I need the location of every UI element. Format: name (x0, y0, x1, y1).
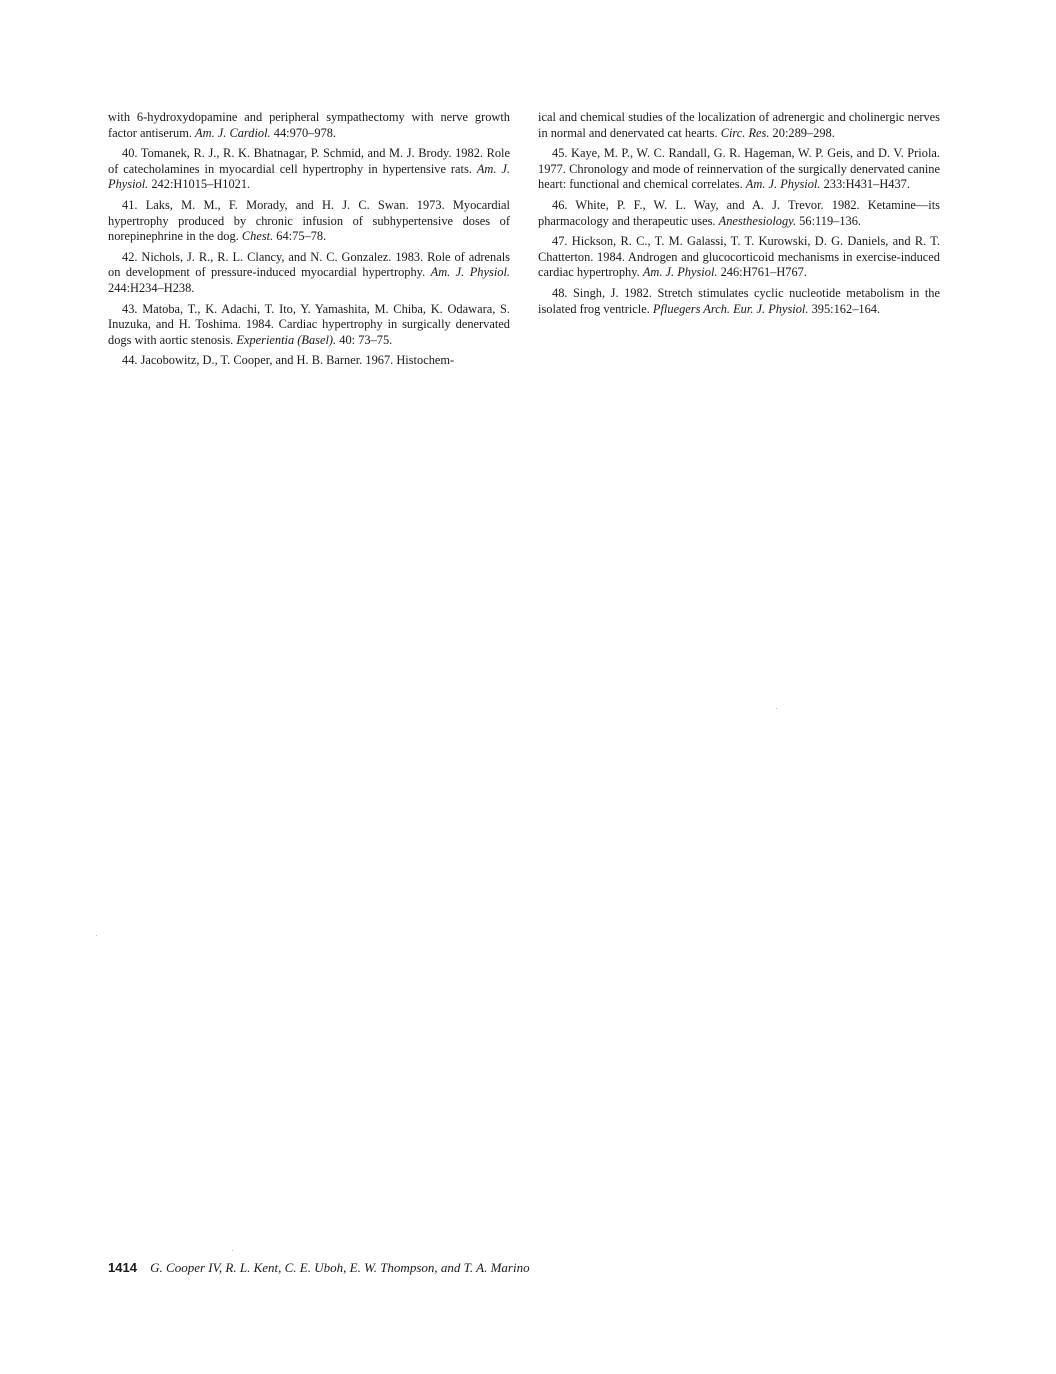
page-number: 1414 (108, 1260, 137, 1275)
reference-42: 42. Nichols, J. R., R. L. Clancy, and N. C. Gonzalez. 1983. Role of adrenals on development of pressure-induced myocardial hypertrophy. Am. J. Physiol. 244:H234–H238. (108, 249, 510, 295)
scan-speck (96, 935, 97, 936)
reference-44-continued: ical and chemical studies of the localization of adrenergic and cholinergic nerves in normal and denervated cat hearts. Circ. Res. 20:289–298. (538, 110, 940, 140)
reference-46: 46. White, P. F., W. L. Way, and A. J. Trevor. 1982. Ketamine—its pharmacology and therapeutic uses. Anesthesiology. 56:119–136. (538, 197, 940, 228)
reference-43: 43. Matoba, T., K. Adachi, T. Ito, Y. Yamashita, M. Chiba, K. Odawara, S. Inuzuka, and H. Toshima. 1984. Cardiac hypertrophy in surgically denervated dogs with aortic stenosis. Experientia (Basel). 40: 73–75. (108, 301, 510, 347)
running-authors: G. Cooper IV, R. L. Kent, C. E. Uboh, E. W. Thompson, and T. A. Marino (150, 1260, 530, 1275)
reference-40: 40. Tomanek, R. J., R. K. Bhatnagar, P. Schmid, and M. J. Brody. 1982. Role of catecholamines in myocardial cell hypertrophy in hypertensive rats. Am. J. Physiol. 242:H1015–H1021. (108, 146, 511, 192)
right-column (538, 110, 940, 322)
reference-45: 45. Kaye, M. P., W. C. Randall, G. R. Hageman, W. P. Geis, and D. V. Priola. 1977. Chronology and mode of reinnervation of the surgically denervated canine heart: functional and chemical correlates. Am. J. Physiol. 233:H431–H437. (538, 146, 940, 192)
reference-44: 44. Jacobowitz, D., T. Cooper, and H. B. Barner. 1967. Histochem- (122, 353, 455, 368)
reference-41: 41. Laks, M. M., F. Morady, and H. J. C. Swan. 1973. Myocardial hypertrophy produced by chronic infusion of subhypertensive doses of norepinephrine in the dog. Chest. 64:75–78. (108, 197, 510, 244)
reference-48: 48. Singh, J. 1982. Stretch stimulates cyclic nucleotide metabolism in the isolated frog ventricle. Pfluegers Arch. Eur. J. Physiol. 395:162–164. (538, 285, 940, 316)
page-footer (108, 1260, 530, 1276)
left-column (108, 110, 510, 374)
reference-47: 47. Hickson, R. C., T. M. Galassi, T. T. Kurowski, D. G. Daniels, and R. T. Chatterton. 1984. Androgen and glucocorticoid mechanisms in exercise-induced cardiac hypertrophy. Am. J. Physiol. 246:H761–H767. (538, 234, 940, 280)
scan-speck (776, 708, 777, 709)
scan-speck (232, 1250, 233, 1251)
reference-39-continued: with 6-hydroxydopamine and peripheral sympathectomy with nerve growth factor antiserum. Am. J. Cardiol. 44:970–978. (108, 110, 510, 140)
